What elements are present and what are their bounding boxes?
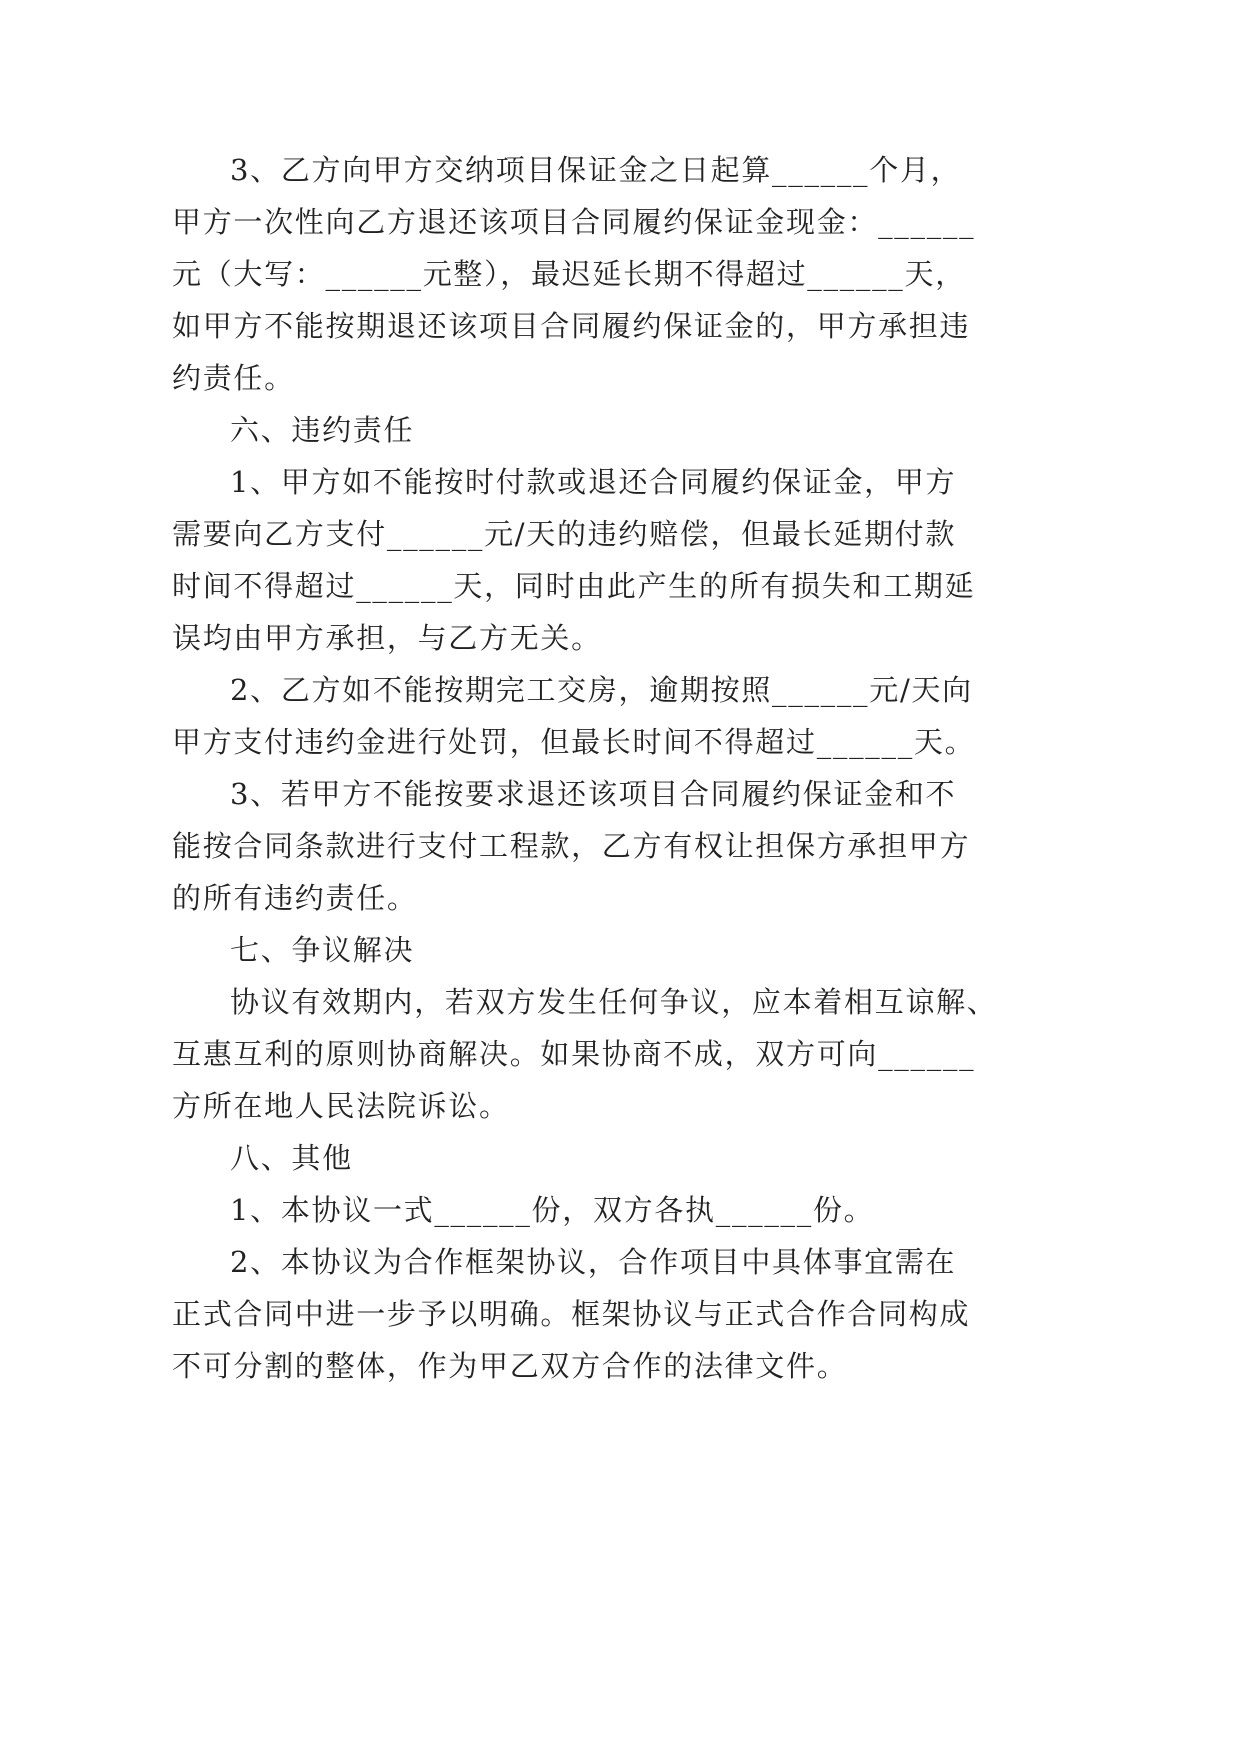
paragraph-line: 互惠互利的原则协商解决。如果协商不成，双方可向______: [172, 1037, 976, 1071]
paragraph-line: 3、若甲方不能按要求退还该项目合同履约保证金和不: [230, 777, 957, 811]
paragraph-line: 方所在地人民法院诉讼。: [172, 1089, 510, 1123]
paragraph-line: 元（大写：______元整），最迟延长期不得超过______天，: [172, 257, 966, 291]
paragraph-line: 能按合同条款进行支付工程款，乙方有权让担保方承担甲方: [172, 829, 971, 863]
paragraph-line: 1、本协议一式______份，双方各执______份。: [230, 1193, 875, 1227]
paragraph: [172, 768, 1032, 924]
section-heading-block: [172, 1132, 1032, 1184]
paragraph-line: 2、本协议为合作框架协议，合作项目中具体事宜需在: [230, 1245, 957, 1279]
paragraph: [172, 664, 1032, 768]
paragraph-line: 正式合同中进一步予以明确。框架协议与正式合作合同构成: [172, 1297, 971, 1331]
paragraph-line: 甲方支付违约金进行处罚，但最长时间不得超过______天。: [172, 725, 976, 759]
paragraph-line: 3、乙方向甲方交纳项目保证金之日起算______个月，: [230, 153, 962, 187]
paragraph-line: 2、乙方如不能按期完工交房，逾期按照______元/天向: [230, 673, 973, 707]
paragraph: [172, 456, 1032, 664]
section-heading: 八、其他: [230, 1141, 353, 1175]
paragraph-line: 不可分割的整体，作为甲乙双方合作的法律文件。: [172, 1349, 848, 1383]
paragraph-line: 时间不得超过______天，同时由此产生的所有损失和工期延: [172, 569, 976, 603]
paragraph-line: 1、甲方如不能按时付款或退还合同履约保证金，甲方: [230, 465, 957, 499]
paragraph-line: 的所有违约责任。: [172, 881, 418, 915]
paragraph: [172, 1184, 1032, 1236]
paragraph-line: 如甲方不能按期退还该项目合同履约保证金的，甲方承担违: [172, 309, 971, 343]
paragraph: [172, 144, 1032, 404]
paragraph: [172, 976, 1032, 1132]
section-heading-block: [172, 924, 1032, 976]
section-heading: 六、违约责任: [230, 413, 415, 447]
section-heading-block: [172, 404, 1032, 456]
paragraph-line: 协议有效期内，若双方发生任何争议，应本着相互谅解、: [230, 985, 998, 1019]
paragraph-line: 甲方一次性向乙方退还该项目合同履约保证金现金：______: [172, 205, 976, 239]
paragraph-line: 需要向乙方支付______元/天的违约赔偿，但最长延期付款: [172, 517, 957, 551]
paragraph: [172, 1236, 1032, 1392]
paragraph-line: 约责任。: [172, 361, 295, 395]
document-body: [172, 144, 1032, 1392]
paragraph-line: 误均由甲方承担，与乙方无关。: [172, 621, 602, 655]
section-heading: 七、争议解决: [230, 933, 415, 967]
